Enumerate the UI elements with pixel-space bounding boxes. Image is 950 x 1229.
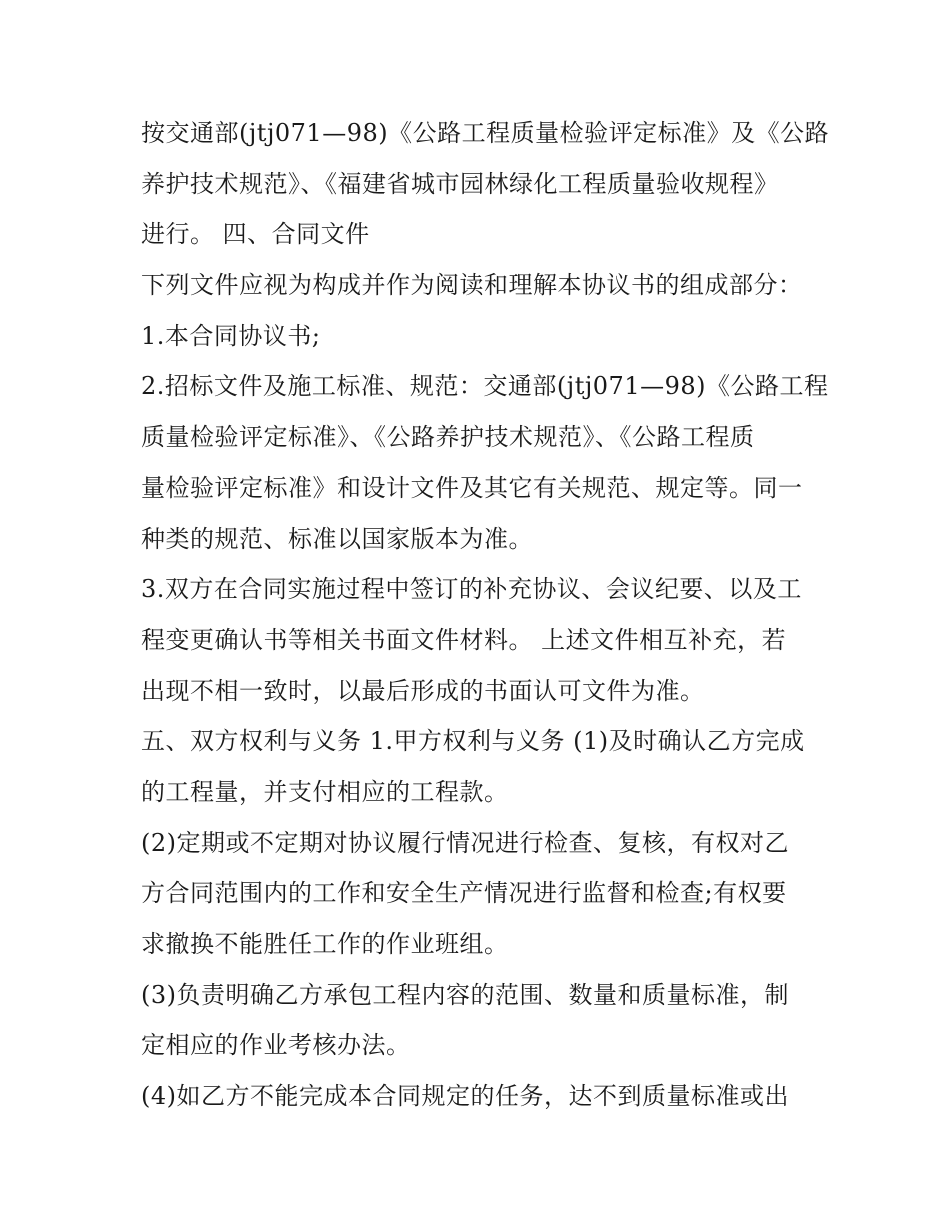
text-line: 五、双方权利与义务 1.甲方权利与义务 (1)及时确认乙方完成 (141, 727, 805, 756)
text-line: 程变更确认书等相关书面文件材料。 上述文件相互补充，若 (141, 625, 787, 654)
text-line: (3)负责明确乙方承包工程内容的范围、数量和质量标准，制 (141, 980, 789, 1009)
text-line: 2.招标文件及施工标准、规范：交通部(jtj071—98)《公路工程 (141, 372, 829, 401)
text-line: 的工程量，并支付相应的工程款。 (141, 777, 509, 806)
text-line: 出现不相一致时，以最后形成的书面认可文件为准。 (141, 676, 705, 705)
text-line: 养护技术规范》、《福建省城市园林绿化工程质量验收规程》 (141, 169, 779, 198)
text-line: 求撤换不能胜任工作的作业班组。 (141, 930, 509, 958)
text-line: 定相应的作业考核办法。 (141, 1031, 411, 1060)
text-line: 进行。 四、合同文件 (141, 220, 370, 249)
text-line: 按交通部(jtj071—98)《公路工程质量检验评定标准》及《公路 (141, 119, 830, 147)
text-line: 方合同范围内的工作和安全生产情况进行监督和检查;有权要 (141, 879, 787, 908)
contract-text-body (141, 108, 830, 1122)
text-line: 种类的规范、标准以国家版本为准。 (141, 524, 533, 553)
text-line: (4)如乙方不能完成本合同规定的任务，达不到质量标准或出 (141, 1082, 789, 1111)
text-line: (2)定期或不定期对协议履行情况进行检查、复核，有权对乙 (141, 828, 789, 857)
text-line: 质量检验评定标准》、《公路养护技术规范》、《公路工程质 (141, 423, 755, 452)
text-line: 3.双方在合同实施过程中签订的补充协议、会议纪要、以及工 (141, 575, 802, 604)
text-line: 量检验评定标准》和设计文件及其它有关规范、规定等。同一 (141, 473, 803, 502)
text-line: 1.本合同协议书; (141, 321, 321, 350)
text-line: 下列文件应视为构成并作为阅读和理解本协议书的组成部分： (141, 271, 803, 300)
